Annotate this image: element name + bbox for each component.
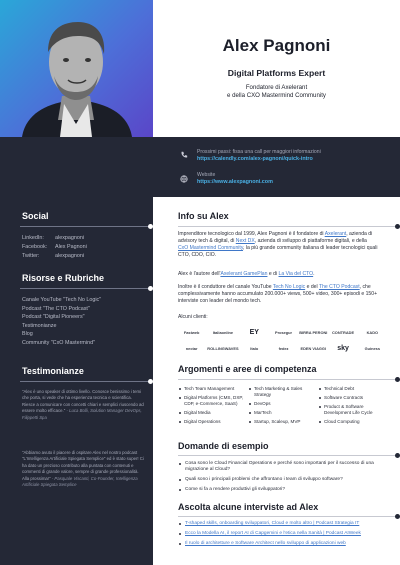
client-logo: sky — [337, 345, 349, 352]
questions-list — [178, 461, 386, 496]
social-key: Facebook: — [22, 244, 48, 250]
call-label: Prossimi passi: fissa una call per maggiori informazioni — [197, 149, 321, 155]
testimonial-quote: "Abbiamo avuto il piacere di ospitare Alex nel nostro podcast "L'Intelligenza Artificiale Spiegata Semplice" ed è stato super! Ci ha dato un prezioso contributo alla puntata con contenuti e commenti di grande valore, sempre di grande professionalità. Alla prossima!" — [22, 450, 144, 481]
person-role: Digital Platforms Expert — [227, 68, 326, 78]
social-divider — [20, 226, 153, 227]
interviews-divider — [178, 516, 400, 517]
text: , azienda di sviluppo di piattaforme digitali, e della — [254, 237, 367, 244]
interview-link[interactable]: Ecco la Modella AI, il report AI di Capgemini e l'etica nella Sanità | Podcast AIWeek — [178, 531, 386, 537]
profile-photo — [0, 0, 153, 137]
client-logo: Italiaonline — [212, 330, 234, 335]
skill-item: Digital Platforms (CMS, DXP, CDP, e-Commerce, SaaS) — [178, 395, 248, 406]
questions-divider — [178, 455, 400, 456]
social-item-linkedin[interactable] — [22, 234, 87, 243]
info-paragraph-1 — [178, 231, 378, 259]
clients-label: Alcuni clienti: — [178, 314, 208, 320]
social-item-twitter[interactable] — [22, 252, 87, 261]
text: Alex è l'autore dell' — [178, 271, 221, 277]
website-label: Website — [197, 172, 216, 178]
social-key: Twitter: — [22, 253, 40, 259]
resource-link[interactable]: Community "CxO Mastermind" — [22, 339, 96, 346]
skill-item: MarTech — [248, 410, 318, 416]
text: Imprenditore tecnologico dal 1999, Alex Pagnoni è il fondatore di — [178, 231, 325, 237]
client-logo: ROLLINGWAVES — [207, 346, 239, 351]
resources-divider — [20, 288, 153, 289]
cxo-community-link[interactable]: CxO Mastermind Community — [178, 244, 244, 251]
calendly-link[interactable]: https://calendly.com/alex-pagnoni/quick-intro — [197, 156, 313, 162]
testimonials-title: Testimonianze — [22, 366, 84, 376]
skill-item: Technical Debt — [318, 386, 388, 392]
text: . — [313, 271, 315, 277]
client-logo: Fastweb — [183, 330, 200, 335]
testimonial-author: - Luca Bolli, Solution Manager DevOps, Filippetti Spa — [22, 408, 142, 420]
testimonial-author: - Pasquale Viscanti, Co-Founder, Intelligenza Artificiale Spiegata Semplice — [22, 475, 138, 488]
founder-line-2: e della CXO Mastermind Community — [227, 91, 326, 99]
client-logo: nectar — [185, 346, 198, 351]
skills-divider — [178, 379, 400, 380]
contact-bar — [153, 137, 400, 197]
text: e di — [267, 271, 279, 277]
client-logo: KADO — [366, 330, 379, 335]
testimonials-divider — [20, 381, 153, 382]
client-logo: Prosegur — [274, 330, 293, 335]
founder-line-1: Fondatore di Axelerant — [245, 84, 308, 91]
questions-title: Domande di esempio — [178, 441, 269, 451]
social-key: LinkedIn: — [22, 235, 44, 241]
client-logo: BIRRA PERONI — [299, 330, 328, 335]
nextdx-link[interactable]: Next DX — [235, 237, 255, 244]
social-item-facebook[interactable] — [22, 243, 87, 252]
skills-grid — [178, 386, 388, 428]
testimonial — [22, 389, 146, 421]
axelerant-link[interactable]: Axelerant — [324, 231, 347, 237]
skill-item: Tech Marketing & Sales Strategy — [248, 386, 318, 397]
client-logo: Guiness — [364, 346, 381, 351]
resource-link[interactable]: Testimonianze — [22, 322, 57, 329]
social-value[interactable]: alexpagnoni — [55, 235, 85, 241]
info-title: Info su Alex — [178, 211, 229, 221]
question-item: Quali sono i principali problemi che affrontano i team di sviluppo software? — [178, 477, 386, 483]
skill-item: Digital Media — [178, 410, 248, 416]
skills-column — [318, 386, 388, 428]
globe-icon — [180, 175, 188, 183]
skill-item: Tech Team Management — [178, 386, 248, 392]
person-name: Alex Pagnoni — [222, 36, 331, 55]
resources-list — [22, 296, 101, 348]
skill-item: DevOps — [248, 401, 318, 407]
cto-podcast-link[interactable]: The CTO Podcast — [318, 284, 360, 290]
skill-item: Cloud Computing — [318, 419, 388, 425]
client-logo: EDEN VIAGGI — [300, 346, 327, 351]
client-logo: CONTRADE — [332, 330, 355, 335]
skills-column — [178, 386, 248, 428]
text: , azienda di advisory tech & digital, di — [178, 231, 373, 244]
info-paragraph-2 — [178, 271, 378, 278]
text: Inoltre è il conduttore del canale YouTube — [178, 284, 273, 290]
interview-link[interactable]: Il ruolo di architetture e Software Architect nello sviluppo di applicazioni web — [178, 541, 386, 547]
portrait-illustration — [0, 0, 153, 137]
founder-line — [153, 84, 400, 99]
interviews-title: Ascolta alcune interviste ad Alex — [178, 502, 319, 512]
text: , la più grande community italiana di leader tecnologici quali CTO, CDO, CIO. — [178, 244, 378, 258]
resource-link[interactable]: Podcast "The CTO Podcast" — [22, 305, 90, 312]
tech-no-logic-link[interactable]: Tech No Logic — [272, 284, 306, 290]
question-item: Cosa sono le Cloud Financial Operations e perché sono importanti per il successo di una migrazione al Cloud? — [178, 461, 386, 473]
testimonial — [22, 450, 146, 488]
client-logo: EY — [249, 329, 259, 336]
interview-link[interactable]: T-shaped skills, onboarding sviluppatori, Cloud e molto altro | Podcast Strategia IT — [178, 521, 386, 527]
resources-title: Risorse e Rubriche — [22, 273, 105, 283]
via-del-cto-link[interactable]: La Via del CTO — [278, 271, 314, 277]
client-logo: fedez — [278, 346, 289, 351]
resource-link[interactable]: Canale YouTube "Tech No Logic" — [22, 297, 102, 303]
resource-link[interactable]: Podcast "Digital Pioneers" — [22, 314, 85, 321]
social-value[interactable]: Alex Pagnoni — [55, 244, 87, 250]
skills-title: Argomenti e aree di competenza — [178, 364, 317, 374]
skill-item: Product & Software Development Life Cycle — [318, 404, 388, 415]
skills-column — [248, 386, 318, 428]
skill-item: Digital Operations — [178, 419, 248, 425]
text: e del — [305, 284, 319, 290]
gameplan-link[interactable]: Axelerant GamePlan — [220, 271, 268, 277]
client-logos — [178, 328, 386, 353]
phone-icon — [180, 151, 188, 159]
interviews-list — [178, 521, 386, 550]
website-link[interactable]: https://www.alexpagnoni.com — [197, 179, 273, 185]
text: , che complessivamente hanno accumulato 200.000+ views, 500+ video, 300+ episodi e 150+ interviste con leader del mondo tech. — [178, 284, 378, 304]
skill-item: Software Contracts — [318, 395, 388, 401]
client-logo: Italo — [250, 346, 259, 351]
testimonial-quote: "Alex è uno speaker di ottimo livello. Conosce benissimo i temi che porta, si vede che ha esperienza tecnica e scientifica. Riesce a comunicare con concetti chiari e semplici riuscendo ad essere molto efficace." — [22, 389, 144, 414]
resource-link[interactable]: Blog — [22, 331, 33, 338]
info-paragraph-3 — [178, 284, 378, 305]
social-value[interactable]: alexpagnoni — [55, 253, 85, 259]
social-title: Social — [22, 211, 49, 221]
skill-item: Startup, Scaleup, MVP — [248, 419, 318, 425]
question-item: Come si fa a rendere produttivi gli sviluppatori? — [178, 487, 386, 493]
left-column — [0, 0, 153, 565]
social-list — [22, 234, 87, 261]
info-divider — [178, 226, 400, 227]
